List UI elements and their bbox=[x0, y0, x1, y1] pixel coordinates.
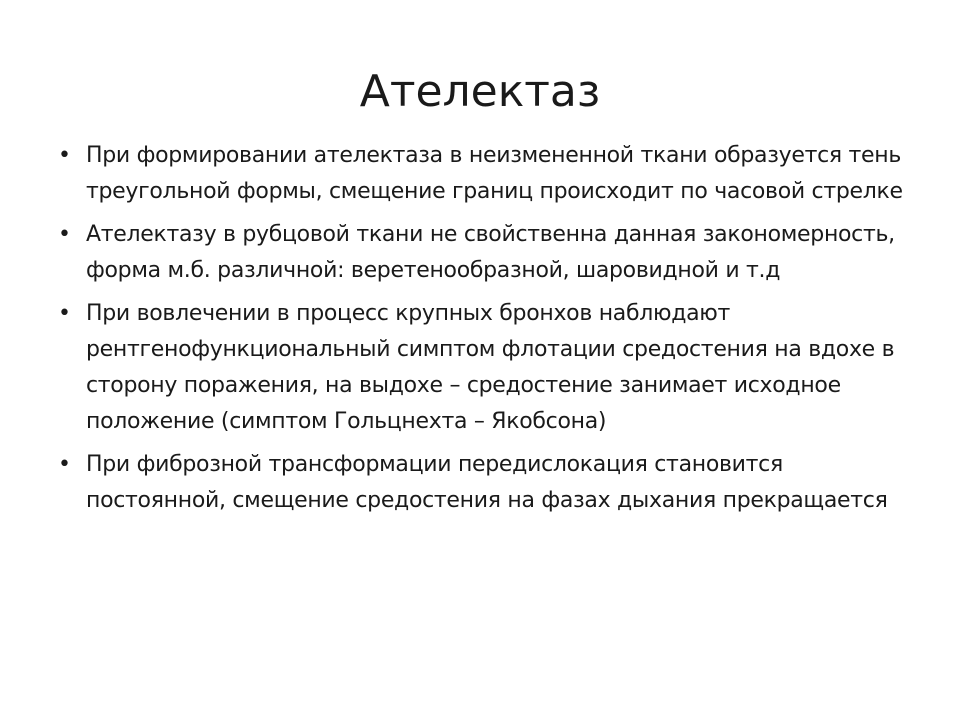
bullet-list bbox=[58, 138, 918, 526]
bullet-text: При вовлечении в процесс крупных бронхов наблюдают рентгенофункциональный симптом флотации средостения на вдохе в сторону поражения, на выдохе – средостение занимает исходное положение (симптом Гольцнехта – Якобсона) bbox=[86, 301, 895, 434]
bullet-item-2 bbox=[58, 217, 918, 289]
bullet-dot-icon: • bbox=[58, 222, 71, 247]
bullet-dot-icon: • bbox=[58, 301, 71, 326]
bullet-text: Ателектазу в рубцовой ткани не свойственна данная закономерность, форма м.б. различной: веретенообразной, шаровидной и т.д bbox=[86, 222, 895, 283]
bullet-dot-icon: • bbox=[58, 143, 71, 168]
bullet-text: При формировании ателектаза в неизмененной ткани образуется тень треугольной формы, смещение границ происходит по часовой стрелке bbox=[86, 143, 903, 204]
slide-title: Ателектаз bbox=[359, 66, 601, 117]
bullet-text: При фиброзной трансформации передислокация становится постоянной, смещение средостения на фазах дыхания прекращается bbox=[86, 452, 888, 513]
bullet-item-4 bbox=[58, 447, 918, 519]
bullet-item-3 bbox=[58, 296, 918, 440]
bullet-dot-icon: • bbox=[58, 452, 71, 477]
bullet-item-1 bbox=[58, 138, 918, 210]
